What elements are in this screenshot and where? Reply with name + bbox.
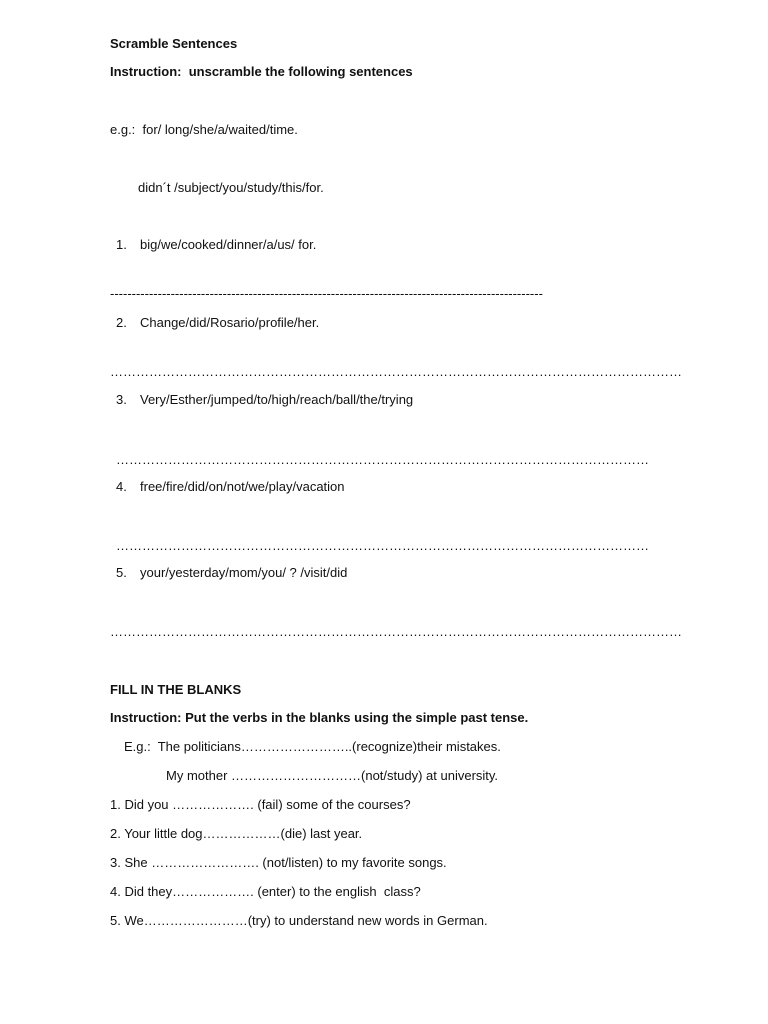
item-number: 2. — [116, 315, 127, 330]
scramble-item-4 — [116, 479, 345, 495]
scramble-item-1 — [116, 237, 316, 253]
fill-item-3: 3. She ……………………. (not/listen) to my favorite songs. — [110, 855, 447, 870]
fill-instruction: Instruction: Put the verbs in the blanks using the simple past tense. — [110, 710, 529, 725]
scramble-title: Scramble Sentences — [110, 36, 238, 51]
fill-title: FILL IN THE BLANKS — [110, 682, 242, 697]
item-number: 1. — [116, 237, 127, 252]
item-text: free/fire/did/on/not/we/play/vacation — [140, 479, 345, 494]
fill-example-2: My mother …………………………(not/study) at university. — [166, 768, 499, 783]
fill-item-4: 4. Did they………………. (enter) to the english class? — [110, 884, 421, 899]
scramble-item-2 — [116, 315, 319, 331]
answer-line-4[interactable]: …………………………………………………………………………………………………………… — [116, 538, 649, 553]
item-text: Very/Esther/jumped/to/high/reach/ball/the/trying — [140, 392, 414, 407]
fill-example-1: E.g.: The politicians……………………..(recognize)their mistakes. — [124, 739, 501, 754]
item-text: Change/did/Rosario/profile/her. — [140, 315, 320, 330]
fill-item-5: 5. We……………………(try) to understand new words in German. — [110, 913, 488, 928]
answer-line-3[interactable]: …………………………………………………………………………………………………………… — [116, 452, 649, 467]
fill-item-1: 1. Did you ………………. (fail) some of the courses? — [110, 797, 411, 812]
answer-line-2[interactable]: …………………………………………………………………………………………………………………… — [110, 364, 682, 379]
item-text: big/we/cooked/dinner/a/us/ for. — [140, 237, 317, 252]
item-number: 4. — [116, 479, 127, 494]
scramble-example-1: e.g.: for/ long/she/a/waited/time. — [110, 122, 298, 137]
scramble-item-3 — [116, 392, 413, 408]
item-text: your/yesterday/mom/you/ ? /visit/did — [140, 565, 348, 580]
answer-line-1[interactable]: ---------------------------------------------------------------------------------------------------- — [110, 286, 543, 301]
item-number: 3. — [116, 392, 127, 407]
answer-line-5[interactable]: …………………………………………………………………………………………………………………… — [110, 624, 682, 639]
scramble-example-2: didn´t /subject/you/study/this/for. — [138, 180, 324, 195]
fill-item-2: 2. Your little dog………………(die) last year. — [110, 826, 363, 841]
scramble-instruction: Instruction: unscramble the following sentences — [110, 64, 413, 79]
scramble-item-5 — [116, 565, 347, 581]
item-number: 5. — [116, 565, 127, 580]
